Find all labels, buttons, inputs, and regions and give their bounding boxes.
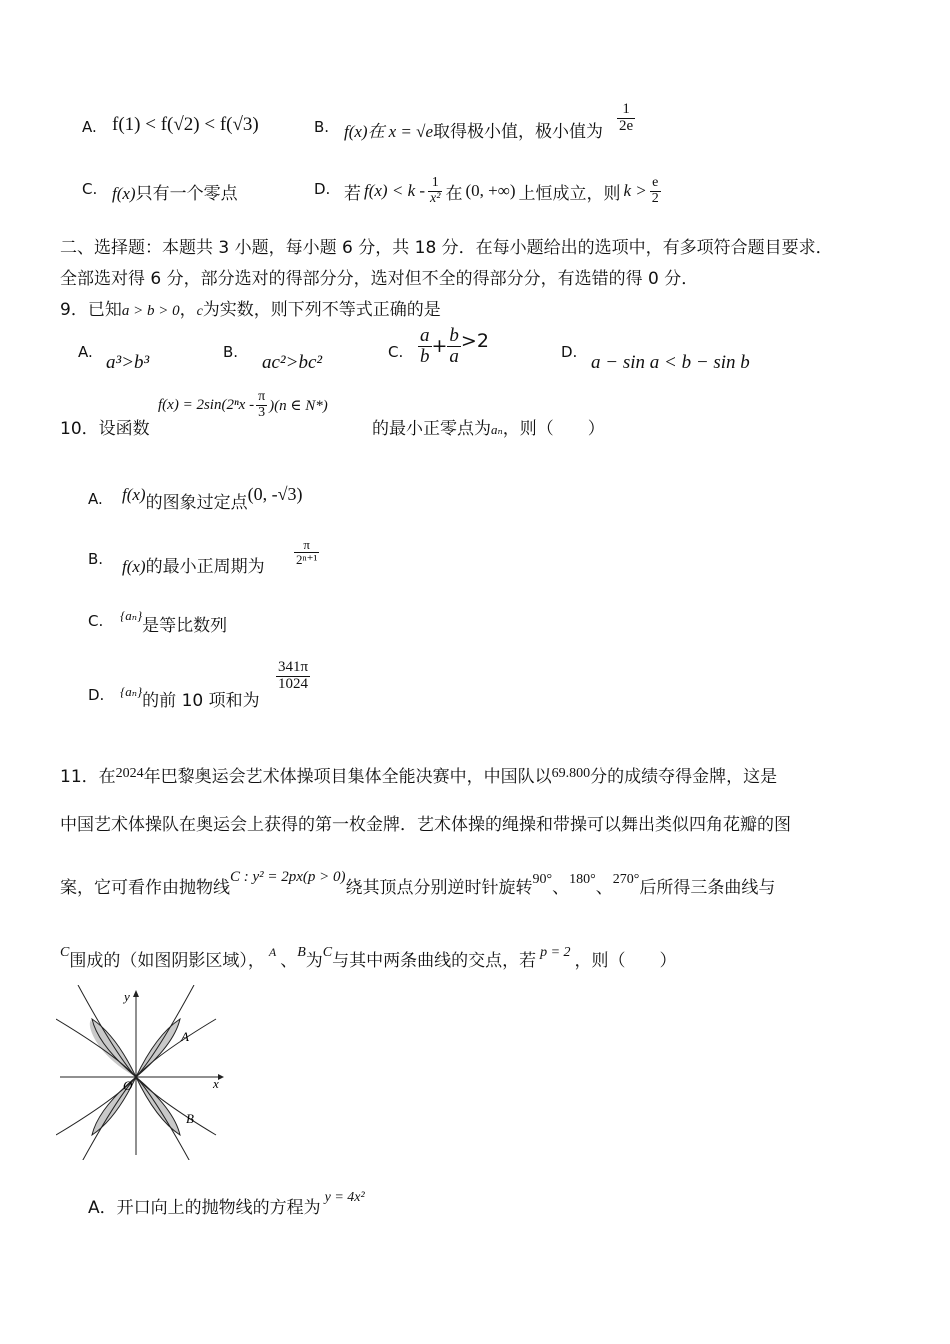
q11-l4-a: 围成的（如图阴影区域）， <box>69 951 265 971</box>
q8-option-a <box>82 118 97 136</box>
q10-d-fraction <box>276 660 310 693</box>
q9-text: 为实数，则下列不等式正确的是 <box>202 300 441 320</box>
q11-l1-c: 分的成绩夺得金牌，这是 <box>590 767 778 787</box>
q10-b-text: 的最小正周期为 <box>145 557 265 577</box>
sep: 、 <box>595 878 613 898</box>
frac-num: a <box>420 325 430 346</box>
q11-line-1 <box>60 762 777 787</box>
q8-b-func: f(x)在 <box>344 122 385 141</box>
q9-sep: ， <box>179 300 197 320</box>
frac-num: b <box>449 325 459 346</box>
q10-b-math: f(x) <box>122 557 146 576</box>
q10-func-tail: )(n ∈ N*) <box>269 397 328 414</box>
frac-den: 2 <box>651 190 659 206</box>
q10-option-a-label: A. <box>88 490 103 508</box>
frac-den: b <box>420 345 430 367</box>
q9-option-a-label: A. <box>78 343 93 361</box>
q11-option-a <box>88 1190 365 1218</box>
q8-d-pre: 若 <box>344 183 361 204</box>
q10-option-d <box>120 676 260 711</box>
q10-func: f(x) = 2sin(2ⁿx - <box>158 396 255 413</box>
q11-l3-a: 案，它可看作由抛物线 <box>60 878 230 898</box>
point-b-label: B <box>186 1111 194 1126</box>
frac-num: e <box>652 175 659 190</box>
section-2-line-1: 二、选择题：本题共 3 小题，每小题 6 分，共 18 分．在每小题给出的选项中，有多项符合题目要求． <box>60 238 833 258</box>
q11-l1-a: 11．在 <box>60 767 116 787</box>
q8-c-text: 只有一个零点 <box>135 184 238 204</box>
q11-line-4 <box>60 946 677 971</box>
q10-option-b <box>122 552 265 577</box>
frac-den: a <box>449 345 459 367</box>
q9-num: 9．已知 <box>60 300 122 320</box>
frac-num: 341π <box>278 659 309 675</box>
q10-option-c-label: C. <box>88 612 104 630</box>
sep: 、 <box>552 878 570 898</box>
q8-d-math: f(x) < k - <box>364 181 426 201</box>
q10-d-text: 的前 10 项和为 <box>142 691 260 711</box>
q11-l3-b: 绕其顶点分别逆时针旋转 <box>345 878 533 898</box>
q9-option-c-math <box>418 326 489 367</box>
frac-num: 1 <box>622 101 630 117</box>
q11-C: C <box>60 945 70 960</box>
q8-d-text: 上恒成立，则 <box>518 183 621 204</box>
option-label: A. <box>82 118 97 136</box>
q10-function <box>158 390 328 420</box>
q11-a-math: y = 4x² <box>324 1190 365 1205</box>
q11-A: A <box>268 945 277 959</box>
q8-option-c-label: C. <box>82 180 98 198</box>
origin-label: O <box>123 1078 133 1093</box>
section-2-line-2: 全部选对得 6 分，部分选对的得部分分，选对但不全的得部分分，有选错的得 0 分． <box>60 269 699 289</box>
q11-deg-90: 90° <box>532 872 553 887</box>
q11-B: B <box>297 945 306 960</box>
q9-c-tail: >2 <box>460 330 489 352</box>
q10-an: aₙ <box>491 422 503 437</box>
q11-year: 2024 <box>115 766 144 781</box>
q11-line-2: 中国艺术体操队在奥运会上获得的第一枚金牌．艺术体操的绳操和带操可以舞出类似四角花瓣的图 <box>60 815 791 835</box>
q8-b-text: 取得极小值，极小值为 <box>433 122 603 142</box>
q11-line-3 <box>60 869 776 898</box>
frac-num: π <box>258 389 266 404</box>
q9-option-b-math: ac²>bc² <box>262 352 323 373</box>
q11-l3-c: 后所得三条曲线与 <box>639 878 776 898</box>
frac-den: 1024 <box>278 675 309 692</box>
q10-d-math: {aₙ} <box>120 684 143 699</box>
q8-option-d-label: D. <box>314 180 331 198</box>
q10-text: 的最小正零点为 <box>372 419 491 439</box>
frac-den: 2e <box>619 117 634 134</box>
q8-option-b <box>344 117 603 142</box>
frac-num: 1 <box>431 175 439 190</box>
q9-c: c <box>196 304 203 319</box>
q8-b-math: x = √e <box>388 122 433 141</box>
q11-deg-180: 180° <box>569 872 596 887</box>
q9-option-d-label: D. <box>561 343 578 361</box>
q10-a-point: (0, -√3) <box>247 484 303 504</box>
frac-den: x² <box>430 190 441 206</box>
q10-tail: ，则（ ） <box>502 419 605 439</box>
q9-stem <box>60 295 441 320</box>
plus: + <box>431 335 448 358</box>
four-petal-figure <box>56 985 226 1160</box>
y-label: y <box>124 989 130 1004</box>
q10-c-math: {aₙ} <box>120 608 143 623</box>
q8-option-d <box>344 176 661 206</box>
q9-cond: a > b > 0 <box>121 303 180 319</box>
q8-b-fraction <box>617 102 635 135</box>
q11-deg-270: 270° <box>612 872 640 887</box>
q9-option-b-label: B. <box>223 343 239 361</box>
q8-option-b-label: B. <box>314 118 330 136</box>
q8-c-math: f(x) <box>112 184 136 203</box>
point-a-label: A <box>181 1029 189 1044</box>
q8-d-mid: 在 <box>445 183 463 204</box>
q11-C2: C <box>322 945 333 960</box>
y-axis-arrow <box>133 990 139 997</box>
x-axis-arrow <box>218 1074 224 1080</box>
frac-num: π <box>303 537 310 552</box>
q10-option-a <box>122 480 303 513</box>
q11-l4-d: ，则（ ） <box>574 951 677 971</box>
q11-parabola-eq: C : y² = 2px(p > 0) <box>230 869 346 885</box>
x-label: x <box>213 1076 219 1091</box>
q8-d-math2: k > <box>623 181 647 201</box>
q10-stem <box>372 414 605 439</box>
q9-option-c-label: C. <box>388 343 404 361</box>
q11-l4-b: 为 <box>305 951 323 971</box>
q10-option-d-label: D. <box>88 686 105 704</box>
q10-b-fraction <box>294 538 319 566</box>
q11-score: 69.800 <box>551 766 591 781</box>
q11-p: p = 2 <box>540 945 571 960</box>
q8-option-c <box>112 179 238 204</box>
q11-l4-c: 与其中两条曲线的交点，若 <box>332 951 537 971</box>
q10-option-b-label: B. <box>88 550 104 568</box>
q10-a-math: f(x) <box>122 485 146 504</box>
sep: 、 <box>280 951 298 971</box>
q11-a-label: A． <box>88 1198 117 1218</box>
q11-a-text: 开口向上的抛物线的方程为 <box>116 1198 321 1218</box>
q11-l1-b: 年巴黎奥运会艺术体操项目集体全能决赛中，中国队以 <box>143 767 552 787</box>
q9-option-a-math: a³>b³ <box>106 352 150 373</box>
frac-den: 2ⁿ⁺¹ <box>296 551 318 567</box>
q10-a-text: 的图象过定点 <box>145 493 248 513</box>
q10-c-text: 是等比数列 <box>142 616 228 636</box>
q8-option-a-math: f(1) < f(√2) < f(√3) <box>112 114 259 135</box>
q8-d-interval: (0, +∞) <box>465 181 516 201</box>
q10-num: 10．设函数 <box>60 419 150 439</box>
frac-den: 3 <box>258 404 266 420</box>
q9-option-d-math: a − sin a < b − sin b <box>591 352 750 373</box>
q10-option-c <box>120 600 228 636</box>
